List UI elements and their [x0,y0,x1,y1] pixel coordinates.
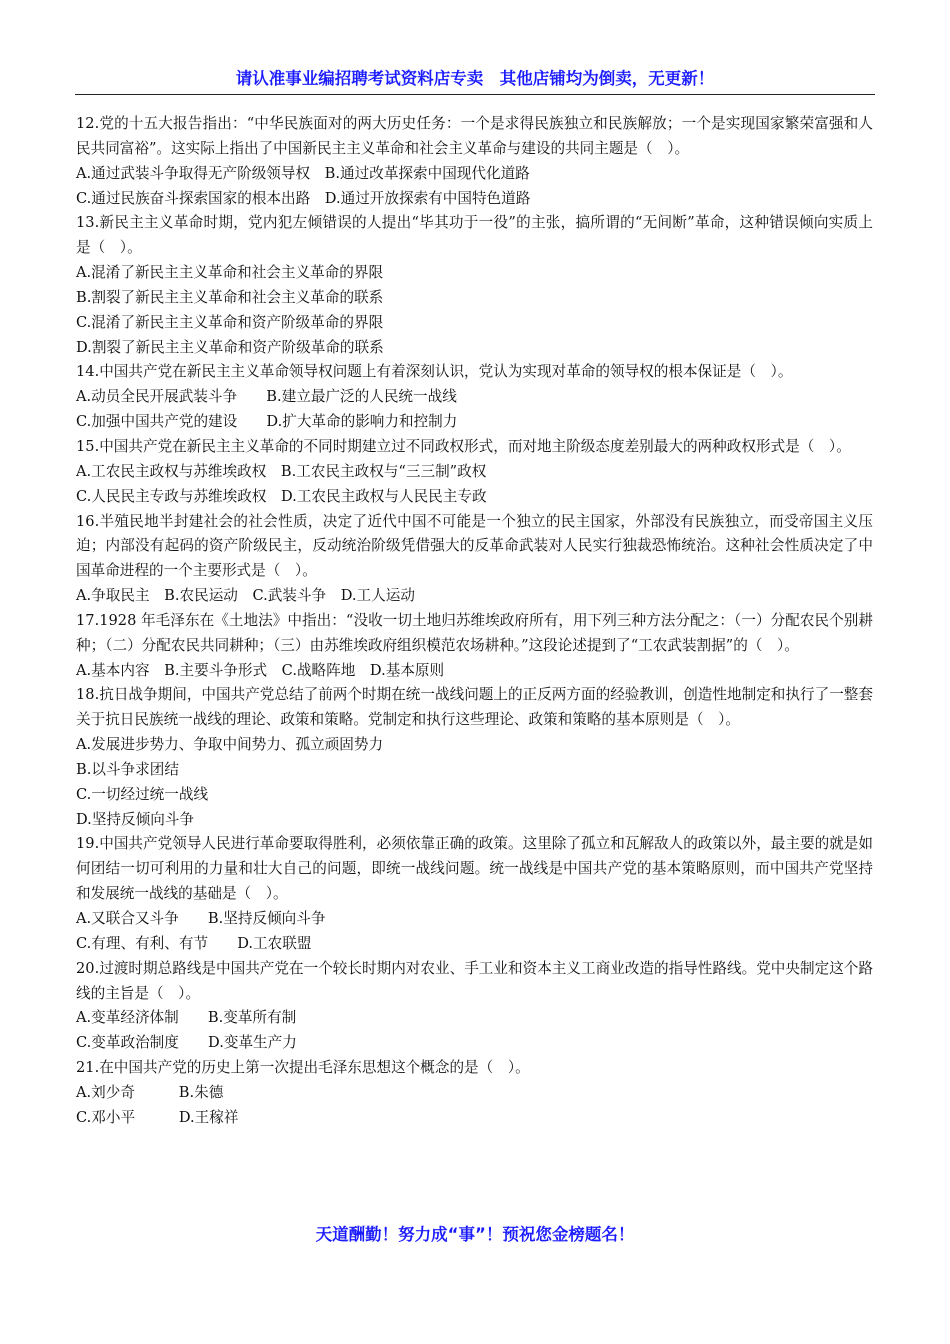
motto-footer: 天道酬勤！努力成“事”！预祝您金榜题名！ [315,1225,635,1244]
question-options: C.变革政治制度 D.变革生产力 [76,1034,297,1052]
question-option: A.混淆了新民主主义革命和社会主义革命的界限 [76,264,384,282]
question-options: C.有理、有利、有节 D.工农联盟 [76,934,312,952]
question-options: A.工农民主政权与苏维埃政权 B.工农民主政权与“三三制”政权 [76,462,487,480]
question-option: D.坚持反倾向斗争 [76,810,194,828]
question-option: B.以斗争求团结 [76,760,179,778]
question-stem: 18.抗日战争期间，中国共产党总结了前两个时期在统一战线问题上的正反两方面的经验教训，创造性地制定和执行了一整套关于抗日民族统一战线的理论、政策和策略。党制定和执行这些理论、政策和策略的基本原则是（ ）。 [76,686,873,729]
question-option: B.割裂了新民主主义革命和社会主义革命的联系 [76,288,384,306]
question-stem: 19.中国共产党领导人民进行革命要取得胜利，必须依靠正确的政策。这里除了孤立和瓦解敌人的政策以外，最主要的就是如何团结一切可利用的力量和壮大自己的问题，即统一战线问题。统一战线是中国共产党的基本策略原则，而中国共产党坚持和发展统一战线的基础是（ ）。 [76,835,873,903]
question-stem: 12.党的十五大报告指出：“中华民族面对的两大历史任务：一个是求得民族独立和民族解放；一个是实现国家繁荣富强和人民共同富裕”。这实际上指出了中国新民主主义革命和社会主义革命与建设的共同主题是（ ）。 [76,115,873,157]
question-stem: 16.半殖民地半封建社会的社会性质，决定了近代中国不可能是一个独立的民主国家，外部没有民族独立，而受帝国主义压迫；内部没有起码的资产阶级民主，反动统治阶级凭借强大的反革命武装对人民实行独裁恐怖统治。这种社会性质决定了中国革命进程的一个主要形式是（ ）。 [76,512,873,580]
question-stem: 13.新民主主义革命时期，党内犯左倾错误的人提出“毕其功于一役”的主张，搞所谓的“无间断”革命，这种错误倾向实质上是（ ）。 [76,214,873,257]
question-stem: 20.过渡时期总路线是中国共产党在一个较长时期内对农业、手工业和资本主义工商业改造的指导性路线。党中央制定这个路线的主旨是（ ）。 [76,959,873,1002]
question-stem: 21.在中国共产党的历史上第一次提出毛泽东思想这个概念的是（ ）。 [76,1059,530,1077]
question-options: A.又联合又斗争 B.坚持反倾向斗争 [76,910,326,927]
question-list [76,112,873,1131]
question-stem: 14.中国共产党在新民主主义革命领导权问题上有着深刻认识，党认为实现对革命的领导权的根本保证是（ ）。 [76,363,793,381]
question-stem: 17.1928 年毛泽东在《土地法》中指出：“没收一切土地归苏维埃政府所有，用下列三种方法分配之：（一）分配农民个别耕种；（二）分配农民共同耕种；（三）由苏维埃政府组织模范农场耕种。”这段论述提到了“工农武装割据”的（ ）。 [76,611,873,654]
question-options: A.争取民主 B.农民运动 C.武装斗争 D.工人运动 [76,587,415,605]
header-divider [75,94,875,95]
question-options: A.基本内容 B.主要斗争形式 C.战略阵地 D.基本原则 [76,661,445,679]
question-option: D.割裂了新民主主义革命和资产阶级革命的联系 [76,338,384,356]
question-options: C.人民民主专政与苏维埃政权 D.工农民主政权与人民民主专政 [76,487,487,505]
store-notice-header: 请认准事业编招聘考试资料店专卖 其他店铺均为倒卖，无更新！ [235,69,715,88]
question-options: C.加强中国共产党的建设 D.扩大革命的影响力和控制力 [76,413,458,431]
question-option: C.一切经过统一战线 [76,785,209,803]
question-options: A.动员全民开展武装斗争 B.建立最广泛的人民统一战线 [76,388,457,406]
question-option: A.发展进步势力、争取中间势力、孤立顽固势力 [76,736,384,754]
question-options: C.邓小平 D.王稼祥 [76,1108,239,1126]
question-options: A.变革经济体制 B.变革所有制 [76,1009,297,1027]
question-options: C.通过民族奋斗探索国家的根本出路 D.通过开放探索有中国特色道路 [76,189,531,207]
question-option: C.混淆了新民主主义革命和资产阶级革命的界限 [76,313,384,331]
question-options: A.刘少奇 B.朱德 [76,1083,224,1101]
question-stem: 15.中国共产党在新民主主义革命的不同时期建立过不同政权形式，而对地主阶级态度差别最大的两种政权形式是（ ）。 [76,437,851,455]
question-options: A.通过武装斗争取得无产阶级领导权 B.通过改革探索中国现代化道路 [76,164,530,182]
